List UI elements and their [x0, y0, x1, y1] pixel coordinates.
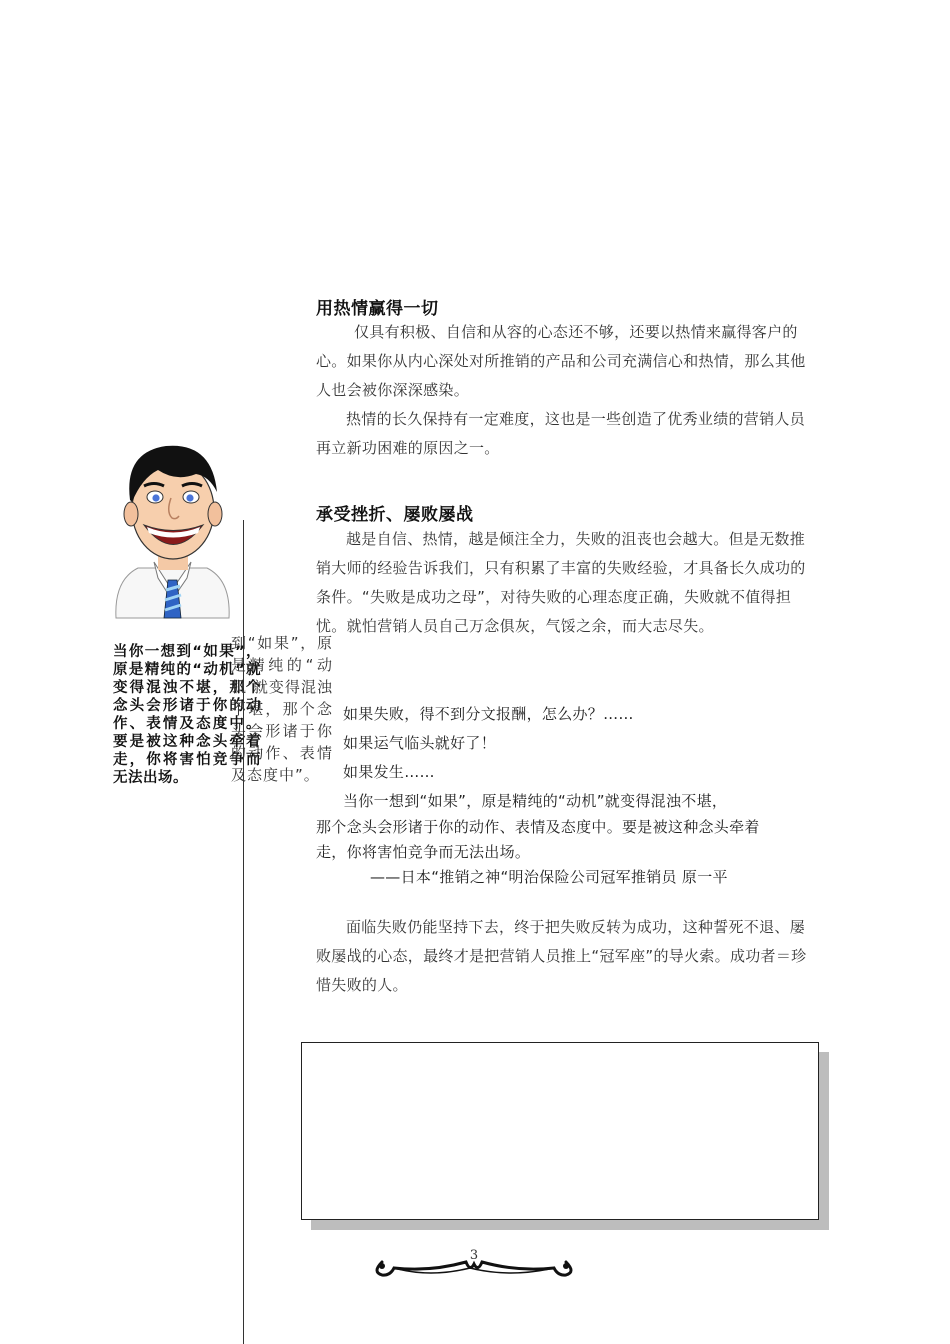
- paragraph-enthusiasm-2: 热情的长久保持有一定难度，这也是一些创造了优秀业绩的营销人员再立新功困难的原因之一。: [316, 410, 806, 457]
- quote-attribution: ——日本“推销之神“明治保险公司冠军推销员 原一平: [370, 868, 728, 886]
- salesman-illustration: [110, 440, 235, 620]
- empty-frame-box: [301, 1042, 819, 1220]
- quote-line-4: 当你一想到“如果”，原是精纯的“动机”就变得混浊不堪，: [343, 792, 728, 810]
- section-heading-enthusiasm: 用热情赢得一切: [316, 299, 439, 319]
- sidebar-quote-bold: 当你一想到“如果”，原是精纯的“动机”就变得混浊不堪，那个念头会形诸于你的动作、表情及态度中。要是被这种念头牵着走，你将害怕竞争而无法出场。: [113, 644, 261, 786]
- quote-line-3: 如果发生……: [343, 763, 435, 781]
- quote-line-6: 走，你将害怕竞争而无法出场。: [316, 843, 531, 861]
- section-heading-setbacks: 承受挫折、屡败屡战: [316, 505, 474, 525]
- paragraph-setbacks-1: 越是自信、热情，越是倾注全力，失败的沮丧也会越大。但是无数推销大师的经验告诉我们，只有积累了丰富的失败经验，才具备长久成功的条件。“失败是成功之母”，对待失败的心理态度正确，失败就不值得担忧。就怕营销人员自己万念俱灰，气馁之余，而大志尽失。: [316, 530, 806, 635]
- quote-line-2: 如果运气临头就好了！: [343, 734, 497, 752]
- page-number: 3: [469, 1248, 479, 1263]
- quote-line-5: 那个念头会形诸于你的动作、表情及态度中。要是被这种念头牵着: [316, 818, 760, 836]
- paragraph-enthusiasm-1: 仅具有积极、自信和从容的心态还不够，还要以热情来赢得客户的心。如果你从内心深处对所推销的产品和公司充满信心和热情，那么其他人也会被你深深感染。: [316, 323, 806, 399]
- sidebar-quote-overlay: 到“如果”，原是精纯的“动机’就变得混浊不堪，那个念头会形诸于你的动作、表情及态度中”。: [231, 634, 333, 784]
- quote-line-1: 如果失败，得不到分文报酬，怎么办？……: [343, 705, 634, 723]
- paragraph-conclusion: 面临失败仍能坚持下去，终于把失败反转为成功，这种誓死不退、屡败屡战的心态，最终才是把营销人员推上“冠军座”的导火索。成功者＝珍惜失败的人。: [316, 918, 807, 994]
